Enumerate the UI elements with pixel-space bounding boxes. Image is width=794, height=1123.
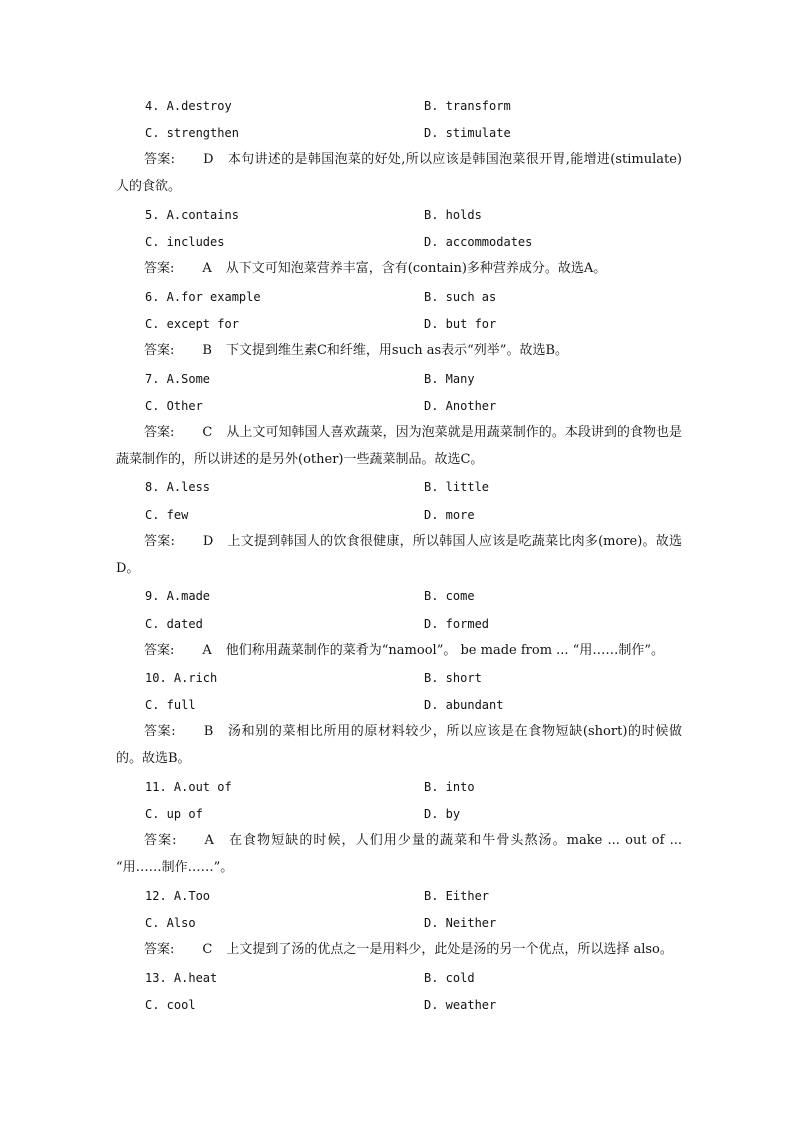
option-a: 9. A.made [145,589,211,603]
answer-key: A [202,643,212,658]
option-b: B. holds [424,208,482,222]
option-c: C. dated [145,617,203,631]
answer-key: B [202,343,212,358]
option-b: B. transform [424,99,511,113]
option-a: 13. A.heat [145,971,218,985]
answer-text: 上文提到了汤的优点之一是用料少，此处是汤的另一个优点，所以选择 also。 [226,942,673,957]
answer-key: B [203,724,214,739]
answer-explanation [116,528,682,582]
option-b: B. Either [424,889,490,903]
option-a: 4. A.destroy [145,99,232,113]
answer-text: 他们称用蔬菜制作的菜肴为“namool”。 be made from ... “用……制作”。 [225,643,664,658]
option-b: B. come [424,589,475,603]
answer-text: 汤和别的菜相比所用的原材料较少，所以应该是在食物短缺(short)的时候做的。故选B。 [116,724,683,766]
option-a: 6. A.for example [145,290,261,304]
option-d: D. accommodates [424,235,533,249]
option-b: B. little [424,480,490,494]
answer-explanation [116,255,682,282]
answer-label: 答案: [144,643,175,658]
answer-key: A [202,261,212,276]
option-d: D. more [424,508,475,522]
option-d: D. Another [424,399,497,413]
option-a: 8. A.less [145,480,211,494]
answer-text: 从下文可知泡菜营养丰富，含有(contain)多种营养成分。故选A。 [225,261,607,276]
answer-explanation [116,827,682,881]
option-c: C. full [145,698,196,712]
option-c: C. except for [145,317,239,331]
option-d: D. by [424,807,461,821]
answer-label: 答案: [144,833,177,848]
option-a: 5. A.contains [145,208,239,222]
answer-label: 答案: [144,942,175,957]
option-b: B. into [424,780,475,794]
option-b: B. short [424,671,482,685]
answer-explanation [116,936,682,963]
option-c: C. includes [145,235,225,249]
answer-label: 答案: [144,152,176,167]
answer-text: 本句讲述的是韩国泡菜的好处,所以应该是韩国泡菜很开胃,能增进(stimulate)人的食欲。 [116,152,682,194]
option-a: 10. A.rich [145,671,218,685]
answer-key: C [202,425,213,440]
answer-explanation [116,146,682,200]
answer-key: C [202,942,213,957]
option-d: D. stimulate [424,126,511,140]
option-a: 11. A.out of [145,780,232,794]
option-c: C. few [145,508,189,522]
answer-key: D [202,534,214,549]
option-b: B. Many [424,372,475,386]
answer-text: 下文提到维生素C和纤维，用such as表示“列举”。故选B。 [225,343,568,358]
option-b: B. cold [424,971,475,985]
option-b: B. such as [424,290,497,304]
option-a: 7. A.Some [145,372,211,386]
answer-text: 上文提到韩国人的饮食很健康，所以韩国人应该是吃蔬菜比肉多(more)。故选D。 [116,534,682,576]
answer-explanation [116,637,682,664]
option-c: C. strengthen [145,126,239,140]
option-c: C. up of [145,807,203,821]
answer-label: 答案: [144,534,175,549]
option-d: D. formed [424,617,490,631]
answer-key: D [203,152,214,167]
option-a: 12. A.Too [145,889,211,903]
option-c: C. cool [145,998,196,1012]
answer-text: 在食物短缺的时候，人们用少量的蔬菜和牛骨头熬汤。make ... out of ... “用……制作……”。 [116,833,682,875]
option-c: C. Other [145,399,203,413]
answer-explanation [116,718,682,772]
answer-explanation [116,337,682,364]
answer-key: A [204,833,214,848]
answer-text: 从上文可知韩国人喜欢蔬菜，因为泡菜就是用蔬菜制作的。本段讲到的食物也是蔬菜制作的，所以讲述的是另外(other)一些蔬菜制品。故选C。 [116,425,682,467]
answer-label: 答案: [144,343,175,358]
option-d: D. Neither [424,916,497,930]
answer-label: 答案: [144,425,175,440]
option-d: D. weather [424,998,497,1012]
option-d: D. abundant [424,698,504,712]
answer-label: 答案: [144,261,175,276]
answer-label: 答案: [144,724,176,739]
option-d: D. but for [424,317,497,331]
answer-explanation [116,419,682,473]
option-c: C. Also [145,916,196,930]
